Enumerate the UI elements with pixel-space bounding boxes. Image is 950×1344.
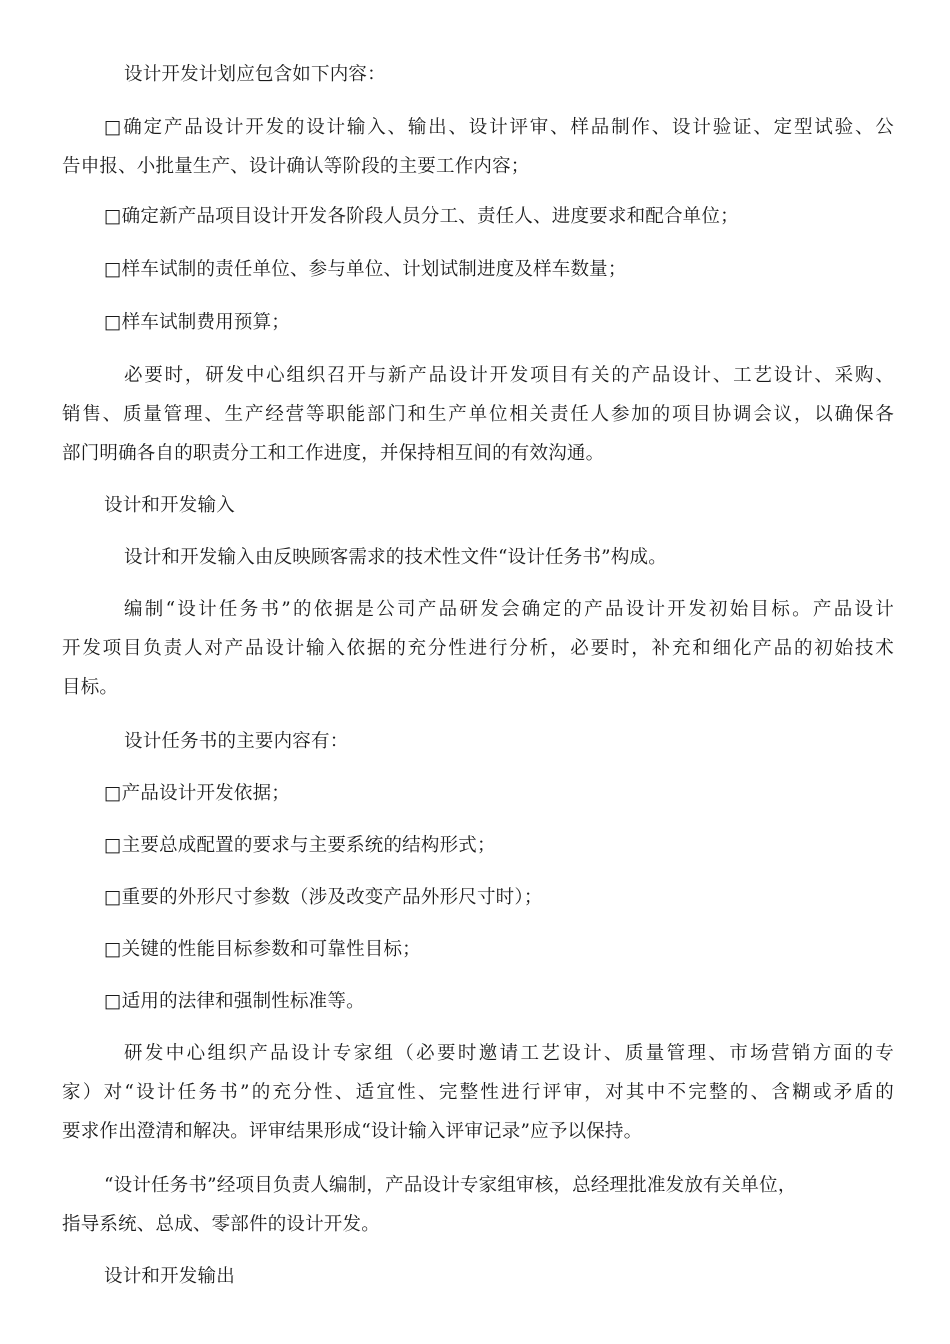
plan-item-2: □确定新产品项目设计开发各阶段人员分工、责任人、进度要求和配合单位； (104, 206, 739, 227)
approval-para-line-2: 指导系统、总成、零部件的设计开发。 (62, 1214, 380, 1235)
task-book-basis-line-2: 开发项目负责人对产品设计输入依据的充分性进行分析，必要时，补充和细化产品的初始技术 (62, 638, 894, 659)
design-input-para: 设计和开发输入由反映顾客需求的技术性文件“设计任务书”构成。 (124, 547, 667, 568)
coordination-para-line-3: 部门明确各自的职责分工和工作进度，并保持相互间的有效沟通。 (62, 443, 605, 464)
plan-item-1-line-2: 告申报、小批量生产、设计确认等阶段的主要工作内容； (62, 156, 530, 177)
coordination-para-line-2: 销售、质量管理、生产经营等职能部门和生产单位相关责任人参加的项目协调会议，以确保各 (62, 404, 894, 425)
task-book-item-2: □主要总成配置的要求与主要系统的结构形式； (104, 835, 496, 856)
plan-content-intro: 设计开发计划应包含如下内容： (124, 64, 386, 85)
task-book-item-4: □关键的性能目标参数和可靠性目标； (104, 939, 421, 960)
task-book-basis-line-1: 编制“设计任务书”的依据是公司产品研发会确定的产品设计开发初始目标。产品设计 (124, 599, 894, 620)
task-book-contents-intro: 设计任务书的主要内容有： (124, 731, 349, 752)
section-heading-design-input: 设计和开发输入 (104, 495, 235, 516)
task-book-basis-line-3: 目标。 (62, 677, 119, 698)
review-para-line-2: 家）对“设计任务书”的充分性、适宜性、完整性进行评审，对其中不完整的、含糊或矛盾的 (62, 1082, 894, 1103)
plan-item-3: □样车试制的责任单位、参与单位、计划试制进度及样车数量； (104, 259, 627, 280)
plan-item-1-line-1: □确定产品设计开发的设计输入、输出、设计评审、样品制作、设计验证、定型试验、公 (104, 117, 894, 138)
approval-para-line-1: “设计任务书”经项目负责人编制，产品设计专家组审核，总经理批准发放有关单位， (104, 1175, 797, 1196)
task-book-item-1: □产品设计开发依据； (104, 783, 290, 804)
review-para-line-1: 研发中心组织产品设计专家组（必要时邀请工艺设计、质量管理、市场营销方面的专 (124, 1043, 894, 1064)
section-heading-design-output: 设计和开发输出 (104, 1266, 235, 1287)
coordination-para-line-1: 必要时，研发中心组织召开与新产品设计开发项目有关的产品设计、工艺设计、采购、 (124, 365, 894, 386)
task-book-item-5: □适用的法律和强制性标准等。 (104, 991, 365, 1012)
plan-item-4: □样车试制费用预算； (104, 312, 290, 333)
review-para-line-3: 要求作出澄清和解决。评审结果形成“设计输入评审记录”应予以保持。 (62, 1121, 643, 1142)
task-book-item-3: □重要的外形尺寸参数（涉及改变产品外形尺寸时）； (104, 887, 543, 908)
